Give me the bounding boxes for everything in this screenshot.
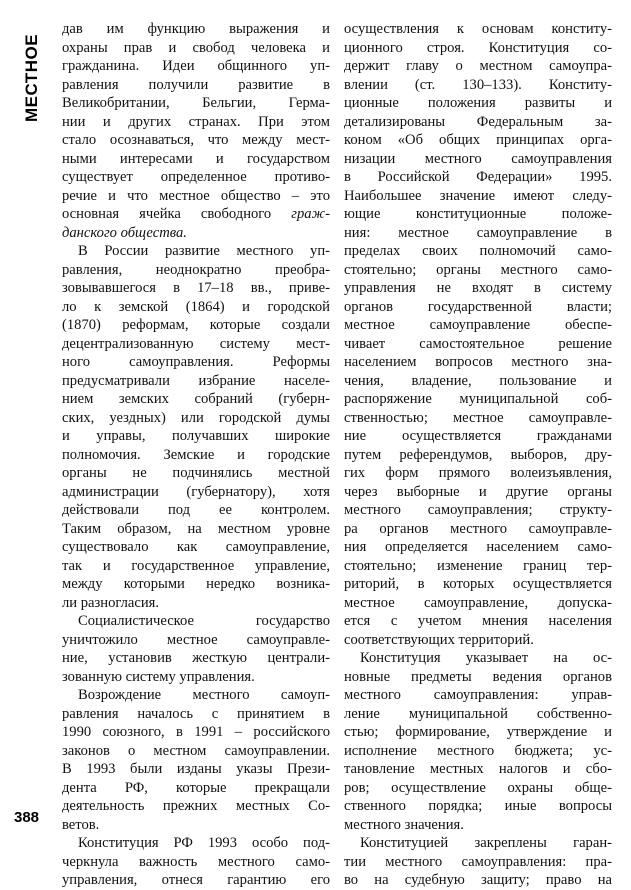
italic-fragment: граж-: [291, 206, 330, 222]
text-line: ными интересами и государством: [62, 150, 330, 167]
text-line: низации местного самоуправления: [344, 150, 612, 167]
right-column: [344, 20, 612, 890]
text-line: местного самоуправления; структу-: [344, 502, 612, 518]
text-line: ющие конституционные положе-: [344, 206, 612, 222]
text-line: Конституция указывает на ос-: [360, 650, 612, 666]
text-line: детализированы Федеральным за-: [344, 113, 612, 130]
text-line: стало осознаваться, что между мест-: [62, 132, 330, 148]
text-line: влении (ст. 130–133). Конститу-: [344, 76, 612, 93]
text-line: основная ячейка свободного граж-: [62, 206, 330, 222]
text-line: предусматривали избрание населе-: [62, 372, 330, 389]
text-line: ционного строя. Конституция со-: [344, 39, 612, 56]
text-line: ственного порядка; иные вопросы: [344, 798, 612, 814]
text-line: распоряжение муниципальной соб-: [344, 391, 612, 407]
text-line: гражданина. Идеи общинного уп-: [62, 58, 330, 74]
text-line: Социалистическое государство: [78, 613, 330, 629]
text-line: в Российской Федерации» 1995.: [344, 169, 612, 185]
text-line: местного значения.: [344, 816, 464, 833]
text-line: населением вопросов местного зна-: [344, 354, 612, 370]
text-line: охраны прав и свобод человека и: [62, 39, 330, 56]
text-line: ственностью; местное самоуправле-: [344, 409, 612, 426]
text-line: между которыми нередко возника-: [62, 576, 330, 592]
text-line: дента РФ, которые прекращали: [62, 779, 330, 796]
text-line: нии и других странах. При этом: [62, 113, 330, 130]
text-line: ров; осуществление охраны обще-: [344, 779, 612, 796]
text-line: нием земских собраний (губерн-: [62, 391, 330, 407]
text-line: путем референдумов, выборов, дру-: [344, 446, 612, 463]
text-line: управления, отнеся гарантию его: [62, 872, 330, 888]
text-line: во на судебную защиту; право на: [344, 872, 612, 888]
text-line: стью; формирование, утверждение и: [344, 724, 612, 740]
text-line: ционные положения развиты и: [344, 95, 612, 111]
text-line: В России развитие местного уп-: [78, 243, 330, 259]
text-line: ного самоуправления. Реформы: [62, 354, 330, 370]
text-line: стоятельно; органы местного само-: [344, 261, 612, 278]
text-line: Возрождение местного самоуп-: [78, 687, 330, 703]
text-line: ских, уездных) или городской думы: [62, 409, 330, 426]
text-line: чения, владение, пользование и: [344, 372, 612, 389]
text-line: исполнение местного бюджета; ус-: [344, 742, 612, 759]
text-line: зовывавшегося в 17–18 вв., приве-: [62, 280, 330, 296]
text-line: местное самоуправление обеспе-: [344, 317, 612, 333]
text-line: ется с учетом мнения населения: [344, 613, 612, 629]
text-line: ния определяется населением само-: [344, 539, 612, 555]
running-head: [12, 28, 52, 128]
text-line: данского общества.: [62, 224, 187, 241]
text-line: ли разногласия.: [62, 594, 160, 611]
text-line: тии местного самоуправления: пра-: [344, 853, 612, 870]
text-line: ветов.: [62, 816, 100, 833]
text-line: коном «Об общих принципах орга-: [344, 132, 612, 148]
text-line: ра органов местного самоуправле-: [344, 520, 612, 537]
text-line: пределах своих полномочий само-: [344, 243, 612, 259]
text-line: Великобритании, Бельгии, Герма-: [62, 95, 330, 111]
text-line: деятельность прежних местных Со-: [62, 798, 330, 814]
text-line: соответствующих территорий.: [344, 631, 534, 648]
text-line: ние, установив жесткую централи-: [62, 650, 330, 666]
text-line: равления получили развитие в: [62, 76, 330, 93]
text-line: (1870) реформам, которые создали: [62, 317, 330, 333]
text-line: В 1993 были изданы указы Прези-: [62, 761, 330, 777]
text-line: органы не подчинялись местной: [62, 465, 330, 481]
text-line: чивает самостоятельное решение: [344, 335, 612, 352]
text-line: дав им функцию выражения и: [62, 21, 330, 37]
text-line: местное самоуправление, допуска-: [344, 594, 612, 611]
text-line: ния: местное самоуправление в: [344, 224, 612, 241]
text-line: держит главу о местном самоупра-: [344, 58, 612, 74]
text-line: децентрализованную систему мест-: [62, 335, 330, 352]
text-line: речие и что местное общество – это: [62, 187, 330, 204]
text-line: уничтожило местное самоуправле-: [62, 631, 330, 648]
text-line: управления не входят в систему: [344, 280, 612, 296]
text-line: администрации (губернатору), хотя: [62, 483, 330, 500]
text-line: тановление местных налогов и сбо-: [344, 761, 612, 777]
text-line: ло к земской (1864) и городской: [62, 298, 330, 315]
text-line: черкнула важность местного само-: [62, 853, 330, 870]
text-line: Конституцией закреплены гаран-: [360, 835, 612, 851]
text-line: существовало как самоуправление,: [62, 539, 330, 555]
text-line: гих форм прямого волеизъявления,: [344, 465, 612, 481]
left-column: [62, 20, 330, 890]
running-head-text: МЕСТНОЕ: [22, 33, 42, 123]
text-line: равления, неоднократно преобра-: [62, 261, 330, 278]
text-line: через выборные и другие органы: [344, 483, 612, 500]
text-line: равления началось с принятием в: [62, 705, 330, 722]
text-line: ление муниципальной собственно-: [344, 705, 612, 722]
text-line: стоятельно; изменение границ тер-: [344, 557, 612, 574]
text-line: 1990 союзного, в 1991 – российского: [62, 724, 330, 740]
text-line: местного самоуправления: управ-: [344, 687, 612, 703]
text-line: зованную систему управления.: [62, 668, 255, 685]
text-line: Наибольшее значение имеют следу-: [344, 187, 612, 204]
page-number: 388: [14, 809, 40, 826]
text-line: и управы, получавших широкие: [62, 428, 330, 444]
text-line: органов государственной власти;: [344, 298, 612, 315]
text-line: Конституция РФ 1993 особо под-: [78, 835, 330, 851]
text-line: риторий, в которых осуществляется: [344, 576, 612, 592]
text-line: так и государственное управление,: [62, 557, 330, 574]
text-line: ние осуществляется гражданами: [344, 428, 612, 444]
text-line: существует определенное противо-: [62, 169, 330, 185]
text-line: законов о местном самоуправлении.: [62, 742, 330, 759]
text-line: осуществления к основам конститу-: [344, 21, 612, 37]
text-line: полномочия. Земские и городские: [62, 446, 330, 463]
text-line: новные предметы ведения органов: [344, 668, 612, 685]
text-line: действовали под ее контролем.: [62, 502, 330, 518]
text-line: Таким образом, на местном уровне: [62, 520, 330, 537]
